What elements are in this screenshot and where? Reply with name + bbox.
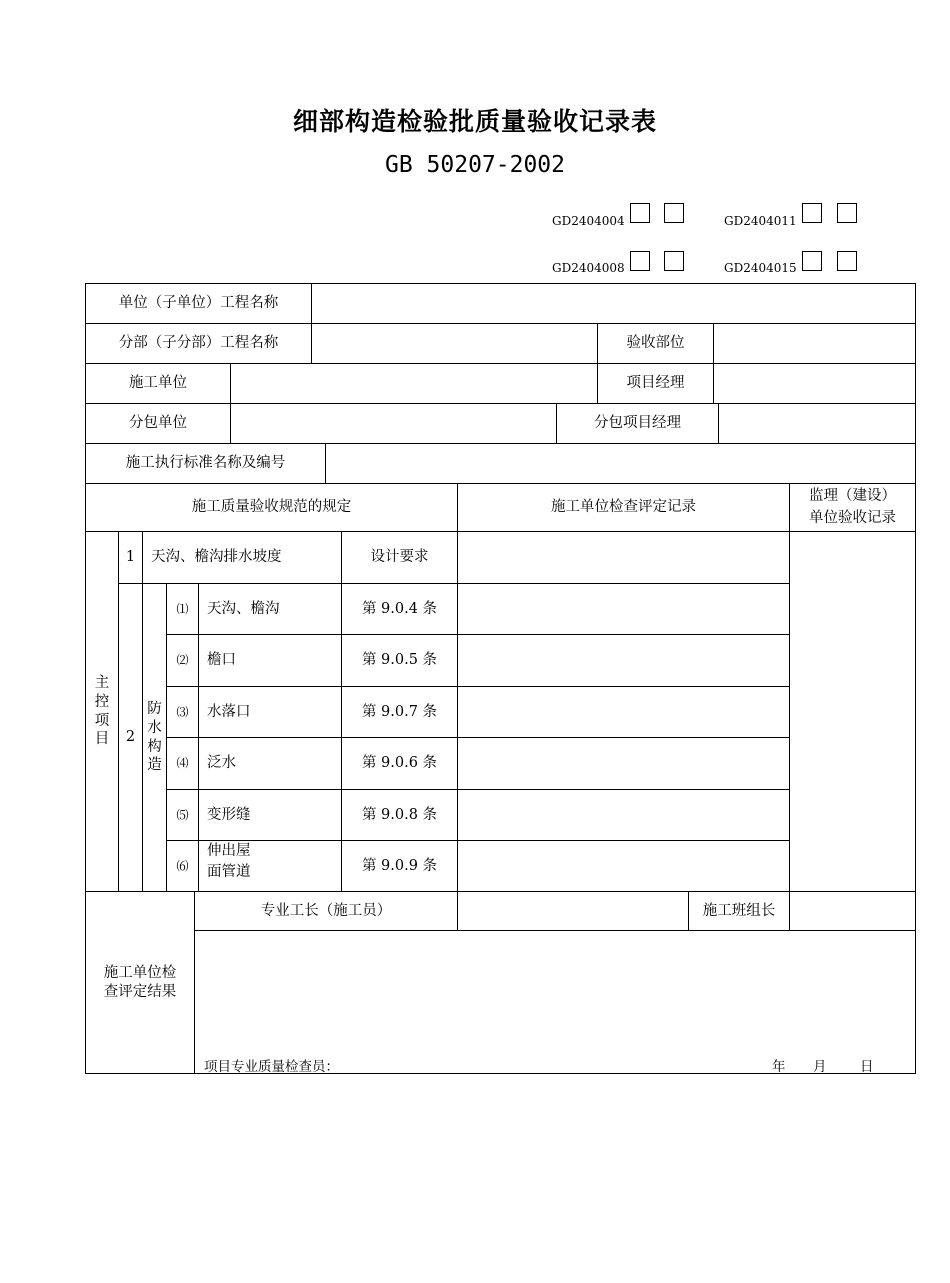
subitem-clause: 第 9.0.4 条 — [341, 583, 458, 635]
foreman-field[interactable] — [457, 891, 689, 931]
code-label: GD2404004 — [552, 214, 625, 228]
foreman-label: 专业工长（施工员） — [194, 891, 458, 931]
subcontract-manager-field[interactable] — [718, 403, 916, 444]
code-label: GD2404015 — [724, 261, 797, 275]
subitem-clause: 第 9.0.5 条 — [341, 634, 458, 687]
code-checkbox[interactable] — [802, 203, 822, 223]
project-name-field[interactable] — [311, 283, 916, 324]
code-checkbox[interactable] — [837, 251, 857, 271]
subitem-name: 天沟、檐沟 — [198, 583, 342, 635]
inspection-form — [86, 284, 917, 1075]
standard-name-field[interactable] — [325, 443, 916, 484]
acceptance-part-label: 验收部位 — [597, 323, 714, 364]
subitem-name: 伸出屋 面管道 — [198, 840, 342, 892]
standard-name-label: 施工执行标准名称及编号 — [85, 443, 326, 484]
project-manager-label: 项目经理 — [597, 363, 714, 404]
code-checkbox[interactable] — [837, 203, 857, 223]
subitem-name: 檐口 — [198, 634, 342, 687]
subitem-clause: 第 9.0.8 条 — [341, 789, 458, 841]
subcontractor-field[interactable] — [230, 403, 557, 444]
subitem-clause: 第 9.0.9 条 — [341, 840, 458, 892]
subitem-check-field[interactable] — [457, 737, 790, 790]
subproject-name-label: 分部（子分部）工程名称 — [85, 323, 312, 364]
page-title: 细部构造检验批质量验收记录表 — [292, 107, 657, 136]
supervisor-header-line1: 监理（建设） — [809, 488, 896, 505]
code-label: GD2404008 — [552, 261, 625, 275]
subitem-check-field[interactable] — [457, 789, 790, 841]
subitem-check-field[interactable] — [457, 686, 790, 738]
subcontractor-label: 分包单位 — [85, 403, 231, 444]
check-record-column-header: 施工单位检查评定记录 — [457, 483, 790, 532]
subitem-clause: 第 9.0.6 条 — [341, 737, 458, 790]
year-label: 年 — [772, 1059, 786, 1075]
code-checkbox[interactable] — [664, 251, 684, 271]
subitem-number: ⑶ — [166, 686, 199, 738]
main-items-category: 主 控 项 目 — [85, 531, 119, 892]
subitem-check-field[interactable] — [457, 840, 790, 892]
project-manager-field[interactable] — [713, 363, 916, 404]
month-label: 月 — [813, 1059, 827, 1075]
subitem-number: ⑵ — [166, 634, 199, 687]
subitem-name: 变形缝 — [198, 789, 342, 841]
team-leader-field[interactable] — [789, 891, 916, 931]
subitem-number: ⑸ — [166, 789, 199, 841]
supervisor-record-field[interactable] — [789, 531, 916, 892]
subitem-check-field[interactable] — [457, 634, 790, 687]
construction-unit-label: 施工单位 — [85, 363, 231, 404]
subitem-number: ⑷ — [166, 737, 199, 790]
supervisor-header-line2: 单位验收记录 — [809, 509, 896, 526]
code-checkbox[interactable] — [630, 251, 650, 271]
subproject-name-field[interactable] — [311, 323, 598, 364]
subitem-name: 水落口 — [198, 686, 342, 738]
result-field[interactable] — [194, 930, 916, 1074]
subitem-name: 泛水 — [198, 737, 342, 790]
code-checkbox[interactable] — [802, 251, 822, 271]
subitem-number: ⑴ — [166, 583, 199, 635]
subcontract-manager-label: 分包项目经理 — [556, 403, 719, 444]
item-requirement: 设计要求 — [341, 531, 458, 584]
waterproof-structure-group: 防 水 构 造 — [142, 583, 167, 892]
supervisor-column-header — [789, 483, 916, 532]
subitem-number: ⑹ — [166, 840, 199, 892]
acceptance-part-field[interactable] — [713, 323, 916, 364]
item-check-field[interactable] — [457, 531, 790, 584]
item-name: 天沟、檐沟排水坡度 — [142, 531, 342, 584]
code-checkbox[interactable] — [630, 203, 650, 223]
subitem-clause: 第 9.0.7 条 — [341, 686, 458, 738]
inspector-label: 项目专业质量检查员： — [204, 1059, 339, 1075]
code-label: GD2404011 — [724, 214, 797, 228]
team-leader-label: 施工班组长 — [688, 891, 790, 931]
result-label: 施工单位检 查评定结果 — [85, 891, 195, 1074]
item-number: 1 — [118, 531, 143, 584]
spec-column-header: 施工质量验收规范的规定 — [85, 483, 458, 532]
item-number: 2 — [118, 583, 143, 892]
code-checkbox[interactable] — [664, 203, 684, 223]
subitem-check-field[interactable] — [457, 583, 790, 635]
project-name-label: 单位（子单位）工程名称 — [85, 283, 312, 324]
standard-code: GB 50207-2002 — [384, 152, 565, 178]
day-label: 日 — [860, 1059, 874, 1075]
construction-unit-field[interactable] — [230, 363, 598, 404]
